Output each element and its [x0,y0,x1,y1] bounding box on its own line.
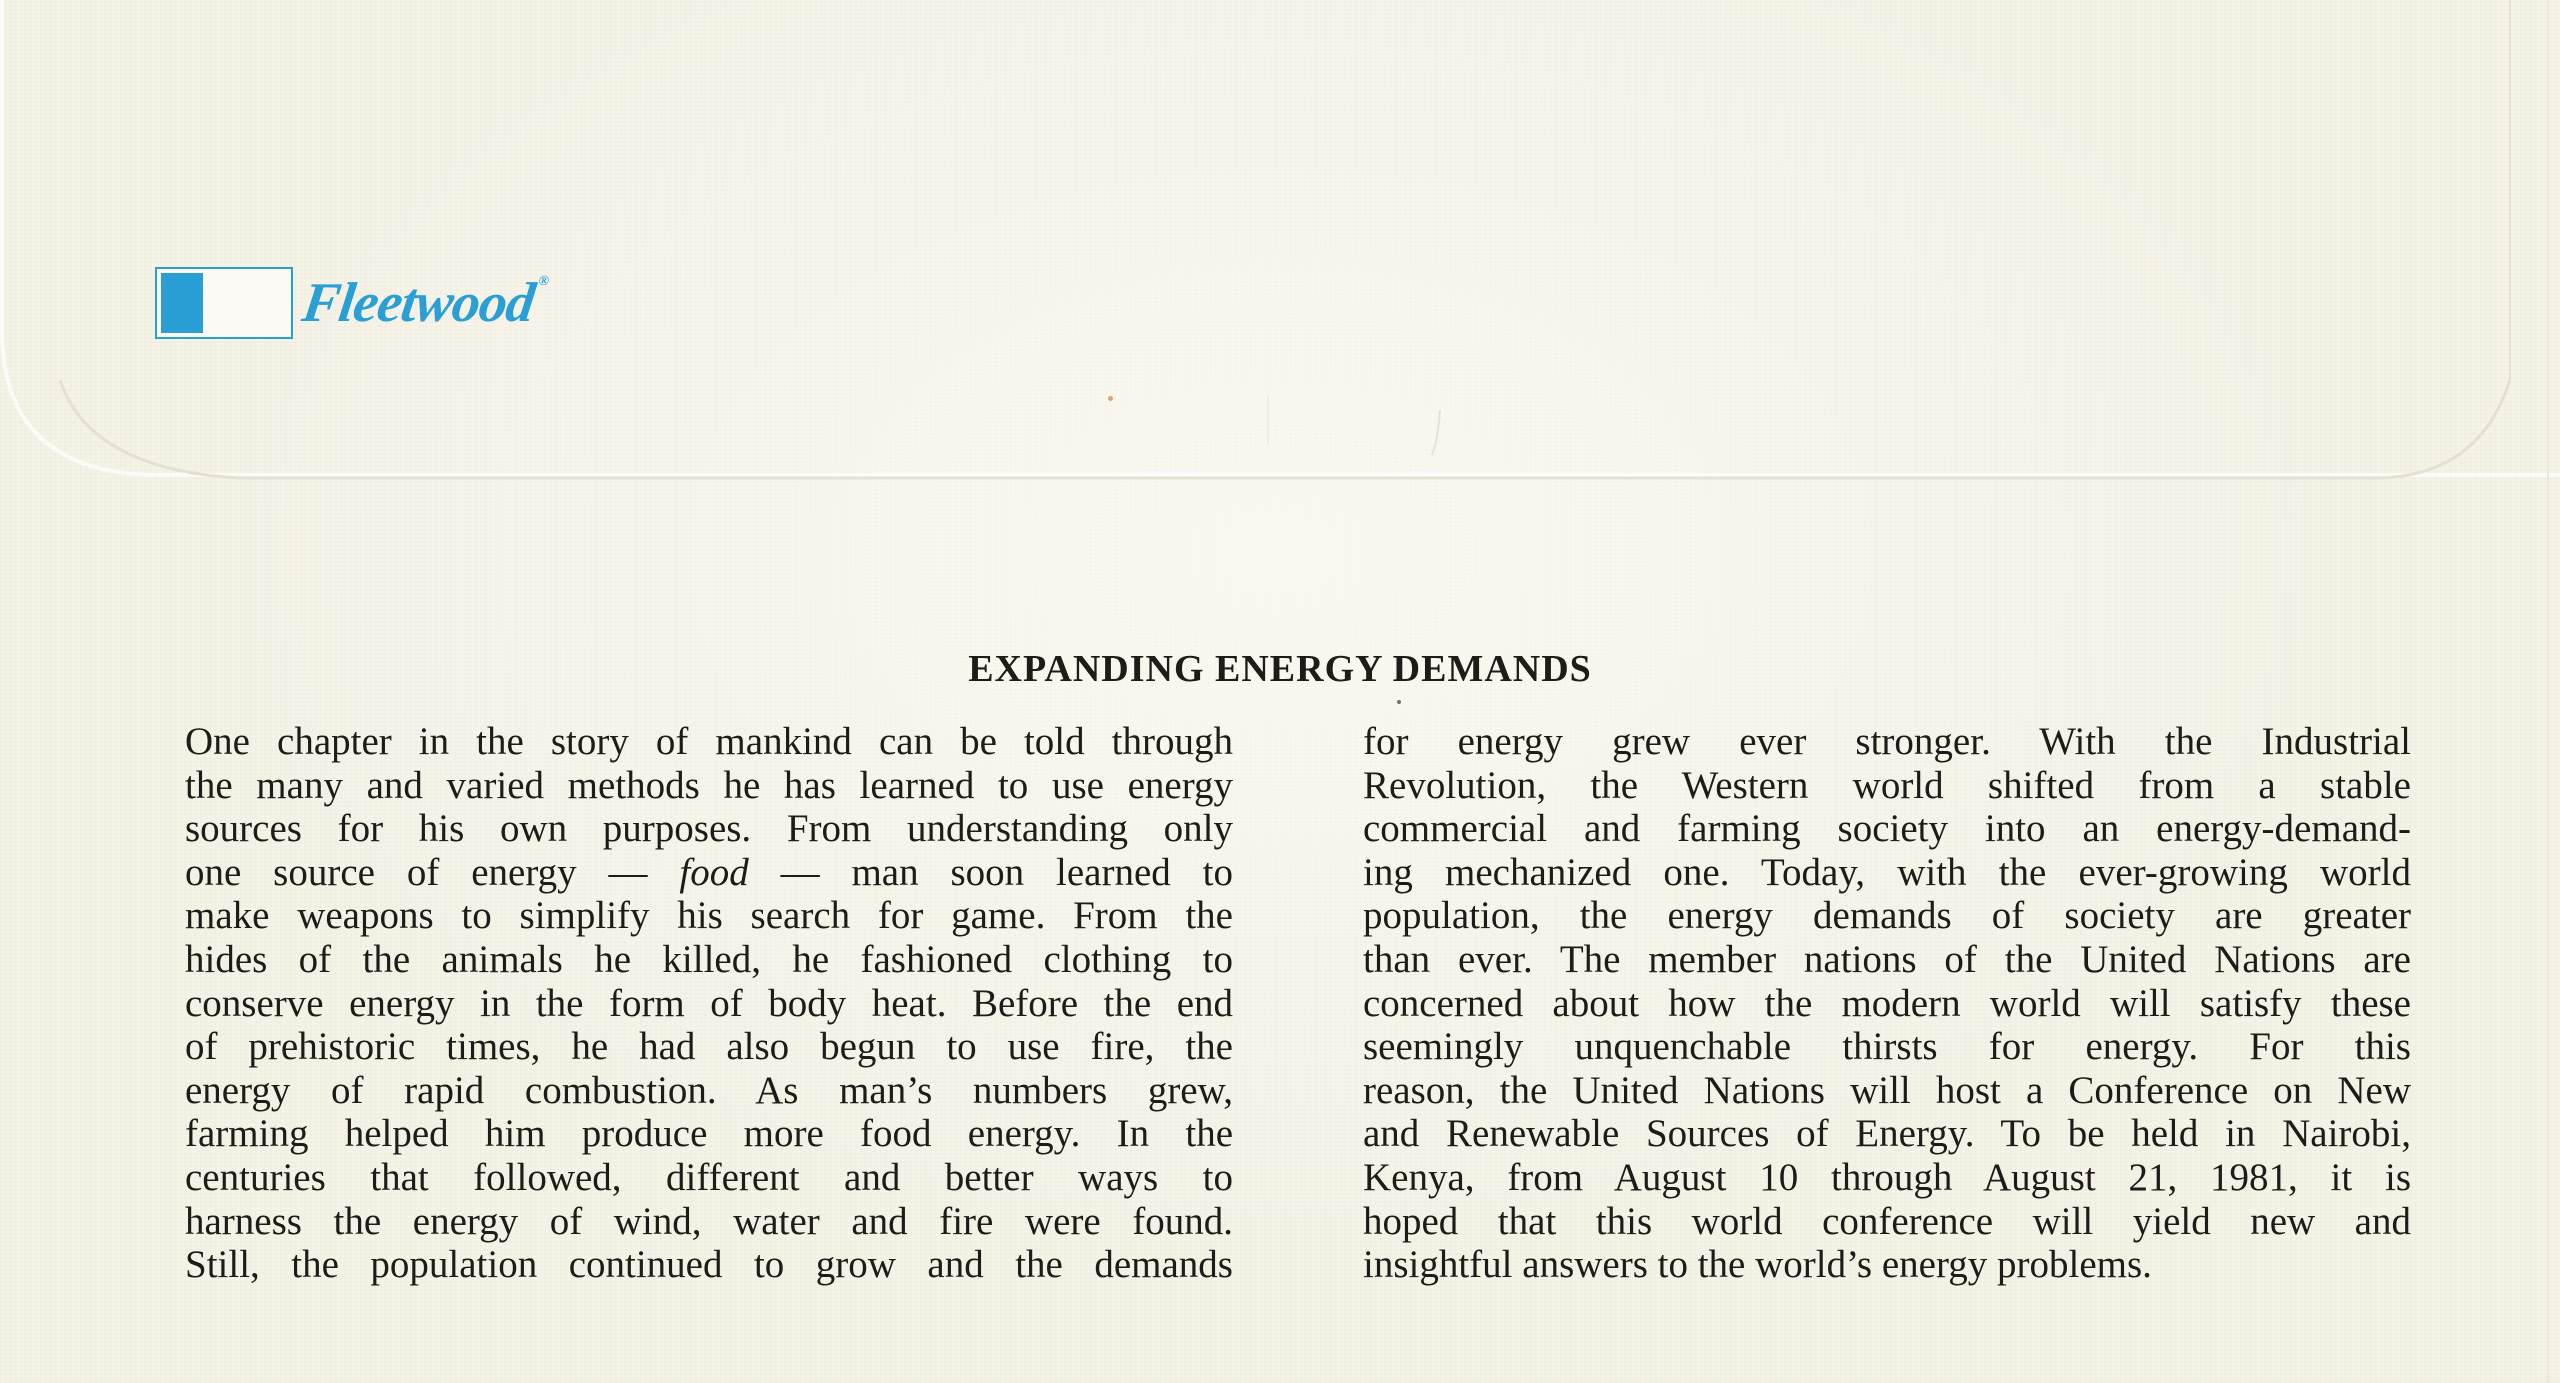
logo-brand-text: Fleetwood [298,272,538,334]
text-line: seemingly unquenchable thirsts for energy. For this [1363,1025,2411,1069]
text-line: hides of the animals he killed, he fashioned clothing to [185,937,1233,981]
italic-word-food: food [679,850,749,894]
fleetwood-logo [155,265,550,341]
text-line: harness the energy of wind, water and fire were found. [185,1199,1233,1243]
text-segment: — man soon learned to [748,850,1233,894]
text-line: and Renewable Sources of Energy. To be held in Nairobi, [1363,1112,2411,1156]
text-line: of prehistoric times, he had also begun to use fire, the [185,1025,1233,1069]
logo-wordmark [298,272,550,334]
text-line: than ever. The member nations of the United Nations are [1363,937,2411,981]
logo-square-icon [155,267,293,339]
text-line: hoped that this world conference will yield new and [1363,1199,2411,1243]
text-line: One chapter in the story of mankind can be told through [185,720,1233,763]
text-line: farming helped him produce more food energy. In the [185,1112,1233,1156]
text-segment: one source of energy — [185,850,680,894]
left-text-column [185,720,1233,1287]
text-line-with-italic [185,851,1233,895]
paper-speck [1397,700,1401,704]
logo-fill-block [161,273,203,333]
text-line: commercial and farming society into an energy-demand- [1363,807,2411,851]
text-line: reason, the United Nations will host a Conference on New [1363,1068,2411,1112]
text-line: ing mechanized one. Today, with the ever-growing world [1363,850,2411,894]
right-text-column [1363,720,2411,1287]
paper-speck [1108,396,1113,401]
text-line: centuries that followed, different and better ways to [185,1155,1233,1199]
text-line: for energy grew ever stronger. With the Industrial [1363,720,2411,763]
text-line: the many and varied methods he has learned to use energy [185,763,1233,807]
text-line: Revolution, the Western world shifted from a stable [1363,763,2411,807]
text-line: make weapons to simplify his search for game. From the [185,894,1233,938]
text-line: population, the energy demands of society are greater [1363,894,2411,938]
text-line: energy of rapid combustion. As man’s numbers grew, [185,1068,1233,1112]
text-line: Still, the population continued to grow and the demands [185,1243,1233,1287]
text-line: insightful answers to the world’s energy problems. [1363,1243,2152,1287]
text-line: conserve energy in the form of body heat. Before the end [185,981,1233,1025]
page-title: EXPANDING ENERGY DEMANDS [968,648,1592,690]
text-line: concerned about how the modern world will satisfy these [1363,981,2411,1025]
registered-mark: ® [537,274,550,289]
text-line: Kenya, from August 10 through August 21, 1981, it is [1363,1155,2411,1199]
text-line: sources for his own purposes. From understanding only [185,807,1233,851]
